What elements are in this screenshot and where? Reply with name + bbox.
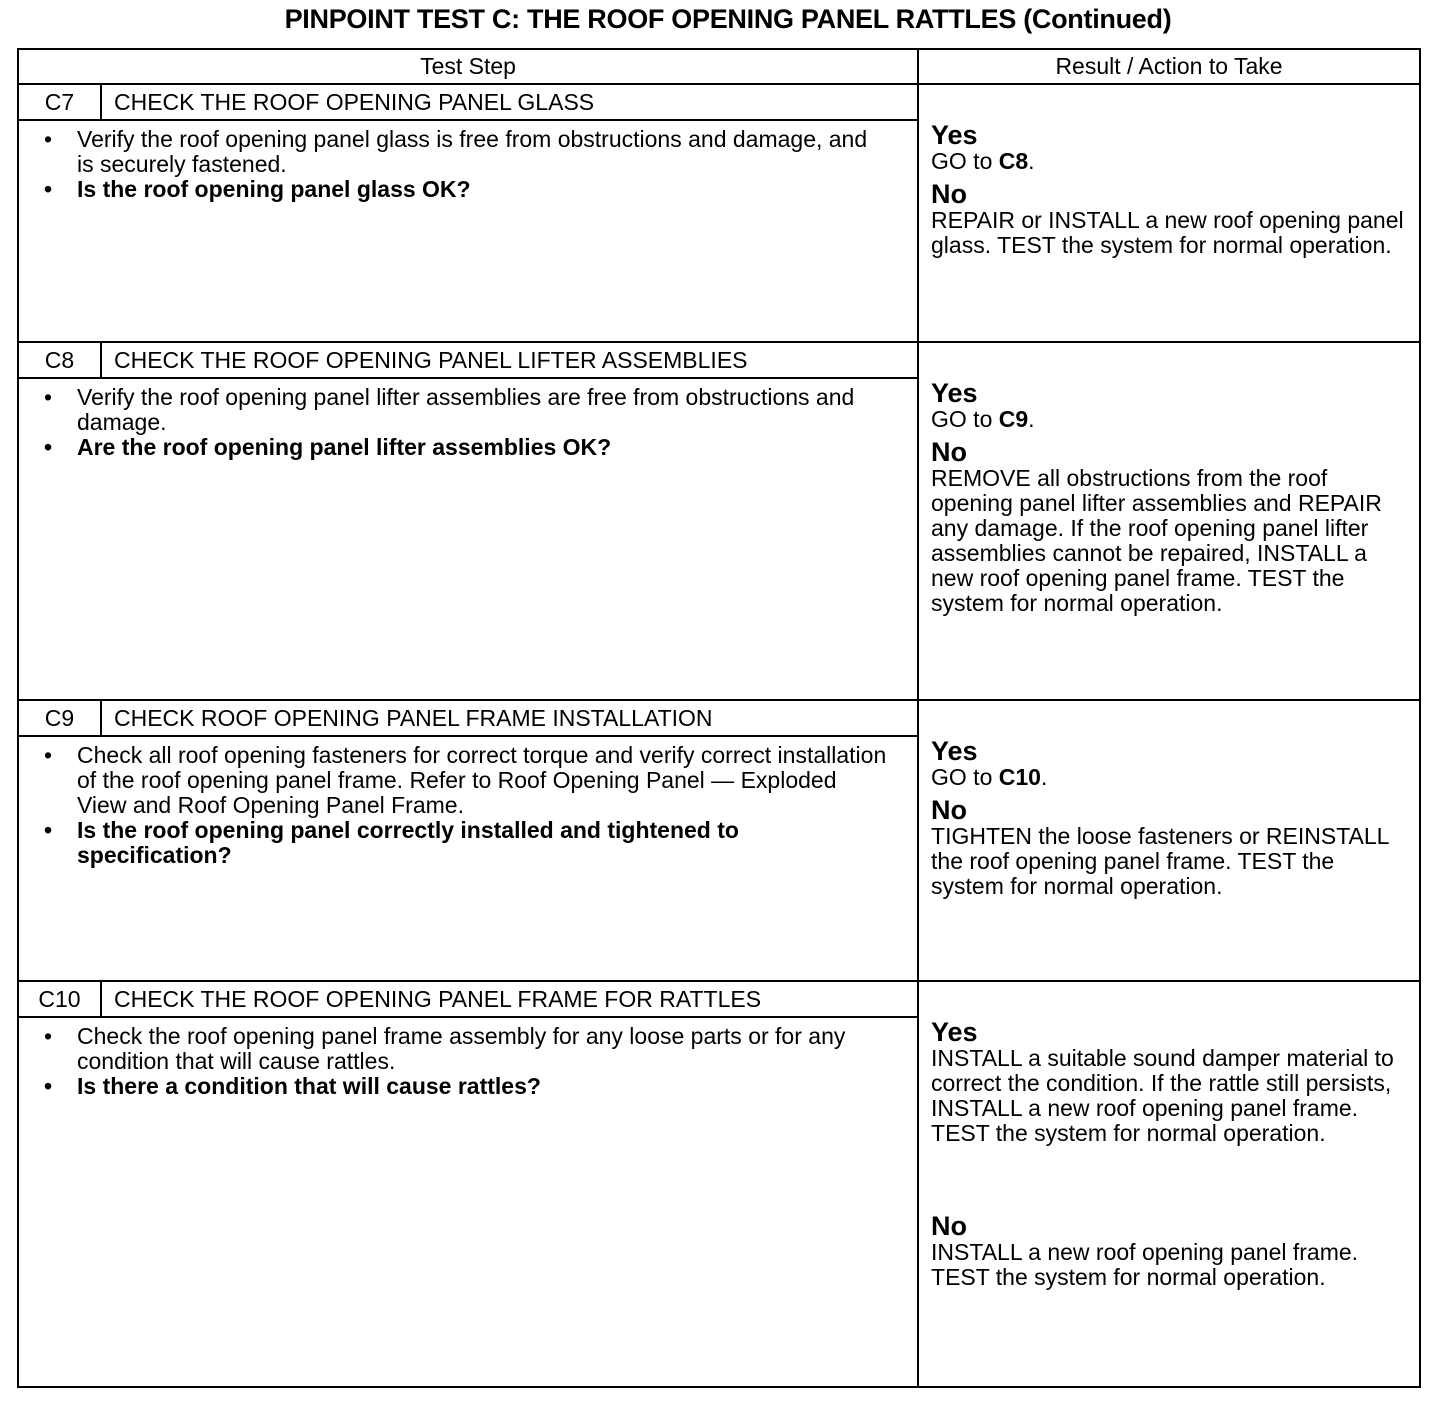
bullet-text: Verify the roof opening panel glass is free from obstructions and damage, and is securely fastened. [77, 126, 868, 177]
step-c10-title-row [18, 981, 1420, 1017]
yes-action [931, 149, 1409, 174]
step-c8-body [18, 378, 918, 700]
list-item [43, 126, 887, 177]
step-c7-bullets [19, 121, 917, 202]
yes-action-prefix: GO to [931, 764, 999, 790]
step-c9-body [18, 736, 918, 981]
bullet-text: Verify the roof opening panel lifter assemblies are free from obstructions and damage. [77, 384, 855, 435]
no-action: TIGHTEN the loose fasteners or REINSTALL the roof opening panel frame. TEST the system for normal operation. [931, 823, 1389, 899]
step-c10-result [918, 981, 1420, 1387]
page-title: PINPOINT TEST C: THE ROOF OPENING PANEL RATTLES (Continued) [284, 4, 1172, 34]
no-action: REPAIR or INSTALL a new roof opening panel glass. TEST the system for normal operation. [931, 207, 1404, 258]
step-c9-bullets [19, 737, 917, 868]
bullet-question: Is there a condition that will cause rattles? [77, 1073, 541, 1099]
list-item [43, 384, 887, 435]
bullet-icon: • [43, 384, 53, 410]
no-label: No [931, 437, 968, 467]
yes-action: INSTALL a suitable sound damper material to correct the condition. If the rattle still persists, INSTALL a new roof opening panel frame. TEST the system for normal operation. [931, 1045, 1394, 1146]
header-row [18, 49, 1420, 84]
step-c7-body [18, 120, 918, 342]
bullet-icon: • [43, 434, 53, 460]
no-label: No [931, 1211, 968, 1241]
step-c7-title-row [18, 84, 1420, 120]
no-label: No [931, 179, 968, 209]
step-c9-title-row [18, 700, 1420, 736]
step-title: CHECK THE ROOF OPENING PANEL FRAME FOR RATTLES [101, 981, 918, 1017]
step-id: C9 [18, 700, 101, 736]
step-c8-title-row [18, 342, 1420, 378]
step-id: C8 [18, 342, 101, 378]
column-header-result: Result / Action to Take [918, 49, 1420, 84]
spacer [931, 1146, 1409, 1206]
column-header-test-step: Test Step [18, 49, 918, 84]
bullet-icon: • [43, 176, 53, 202]
list-item [43, 817, 887, 868]
yes-action [931, 765, 1409, 790]
no-action: INSTALL a new roof opening panel frame. TEST the system for normal operation. [931, 1239, 1359, 1290]
yes-label: Yes [931, 120, 978, 150]
yes-label: Yes [931, 1017, 978, 1047]
yes-action [931, 407, 1409, 432]
step-title: CHECK THE ROOF OPENING PANEL LIFTER ASSEMBLIES [101, 342, 918, 378]
step-c9-result [918, 700, 1420, 981]
bullet-icon: • [43, 817, 53, 843]
no-action: REMOVE all obstructions from the roof opening panel lifter assemblies and REPAIR any damage. If the roof opening panel lifter assemblies cannot be repaired, INSTALL a new roof opening panel frame. TEST the system for normal operation. [931, 465, 1382, 616]
step-title: CHECK ROOF OPENING PANEL FRAME INSTALLATION [101, 700, 918, 736]
step-title: CHECK THE ROOF OPENING PANEL GLASS [101, 84, 918, 120]
bullet-icon: • [43, 742, 53, 768]
yes-step-ref: C10 [998, 764, 1041, 790]
yes-action-suffix: . [1040, 764, 1048, 790]
step-c8-result [918, 342, 1420, 700]
bullet-icon: • [43, 126, 53, 152]
list-item [43, 742, 887, 818]
list-item [43, 1073, 887, 1099]
step-id: C7 [18, 84, 101, 120]
yes-action-suffix: . [1028, 406, 1035, 432]
step-c8-bullets [19, 379, 917, 460]
step-c10-bullets [19, 1018, 917, 1099]
yes-label: Yes [931, 736, 978, 766]
bullet-text: Check all roof opening fasteners for correct torque and verify correct installation of the roof opening panel frame. Refer to Roof Opening Panel — Exploded View and Roof Opening Panel Frame. [77, 742, 887, 818]
pinpoint-test-table [17, 48, 1421, 1388]
step-c10-body [18, 1017, 918, 1387]
bullet-text: Check the roof opening panel frame assembly for any loose parts or for any condition that will cause rattles. [77, 1023, 846, 1074]
list-item [43, 176, 887, 202]
yes-action-suffix: . [1028, 148, 1035, 174]
list-item [43, 434, 887, 460]
bullet-icon: • [43, 1073, 53, 1099]
bullet-question: Are the roof opening panel lifter assemblies OK? [77, 434, 612, 460]
yes-step-ref: C8 [998, 148, 1029, 174]
step-id: C10 [18, 981, 101, 1017]
yes-action-prefix: GO to [931, 148, 999, 174]
step-c7-result [918, 84, 1420, 342]
yes-label: Yes [931, 378, 978, 408]
bullet-question: Is the roof opening panel correctly installed and tightened to specification? [77, 817, 739, 868]
yes-step-ref: C9 [998, 406, 1029, 432]
no-label: No [931, 795, 968, 825]
bullet-icon: • [43, 1023, 53, 1049]
list-item [43, 1023, 887, 1074]
bullet-question: Is the roof opening panel glass OK? [77, 176, 471, 202]
yes-action-prefix: GO to [931, 406, 999, 432]
